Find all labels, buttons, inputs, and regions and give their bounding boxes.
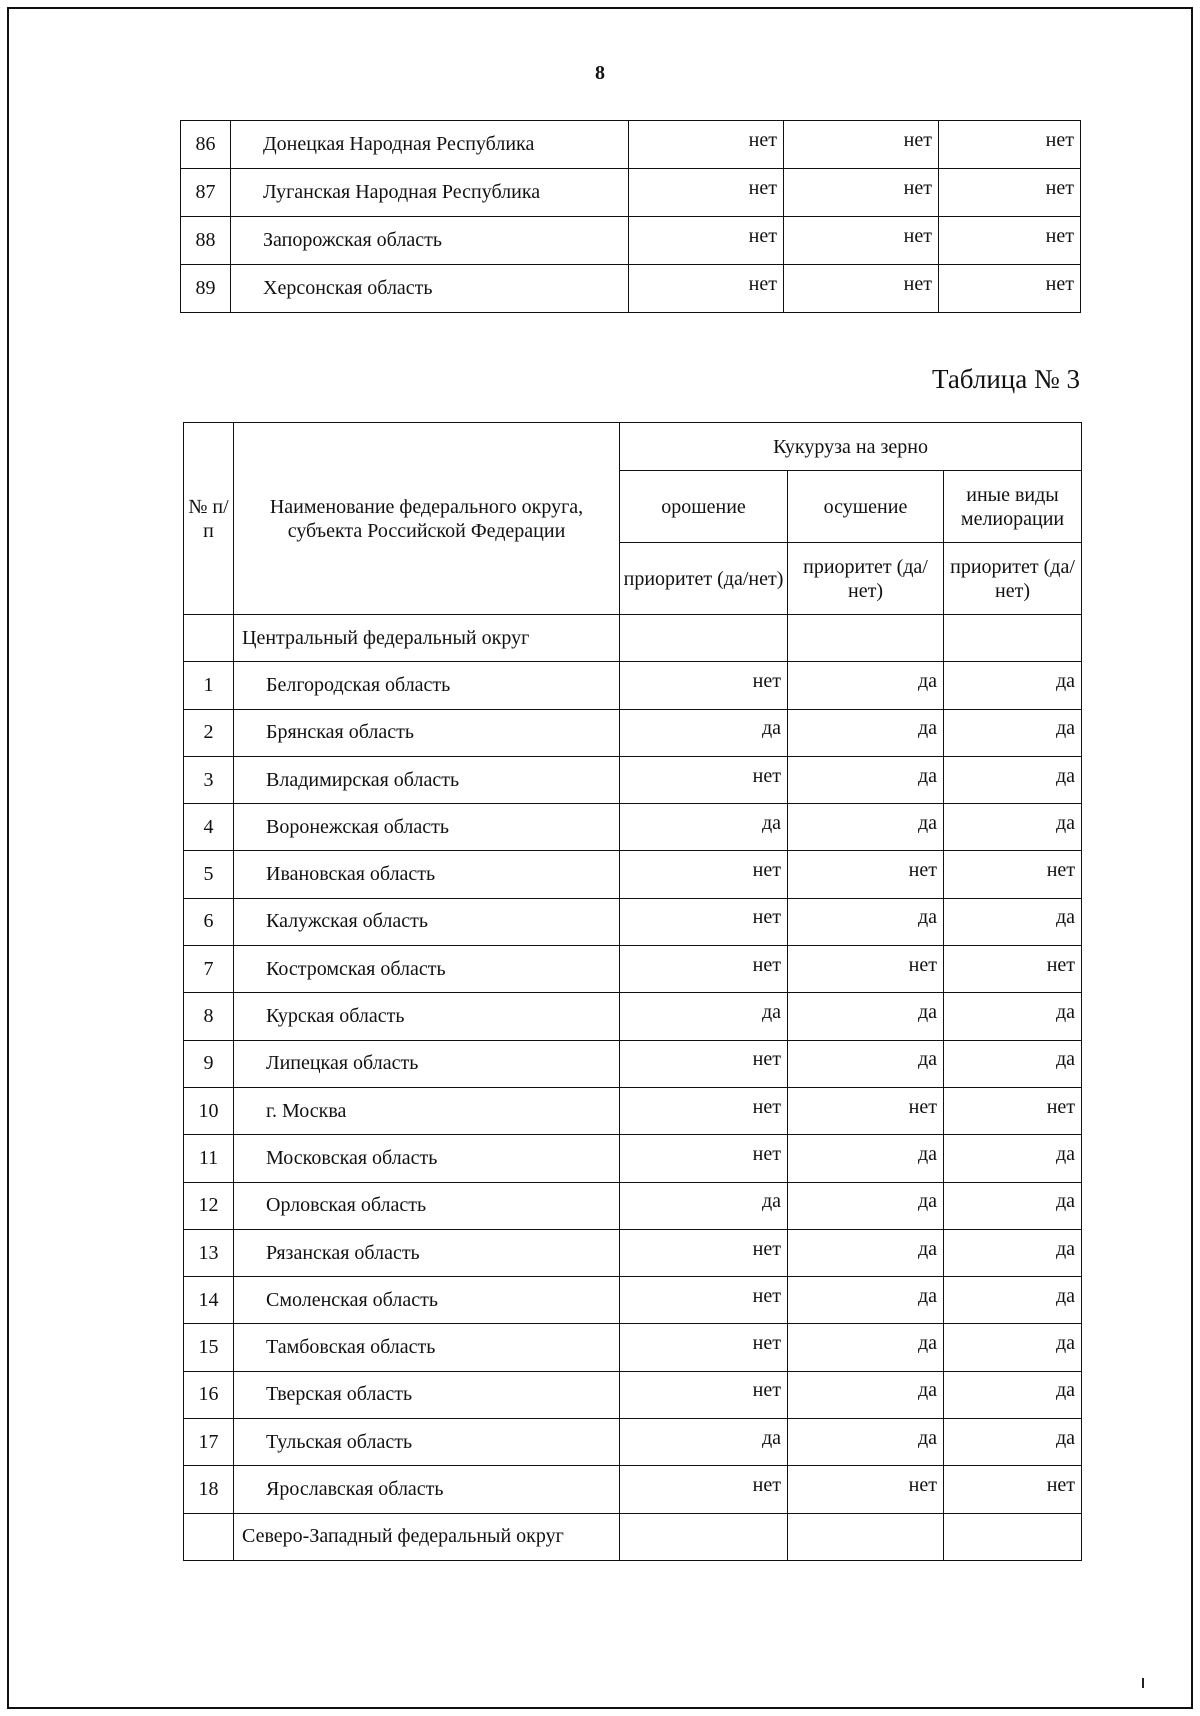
value-irrigation: нет: [629, 217, 784, 265]
value-irrigation: да: [620, 1419, 788, 1466]
value-drainage: да: [788, 1419, 944, 1466]
row-number: 11: [184, 1135, 234, 1182]
table-row: [184, 946, 1082, 993]
table-row: [184, 662, 1082, 709]
table3-title: Таблица № 3: [932, 364, 1080, 394]
table-row: [184, 1324, 1082, 1371]
row-number: 5: [184, 851, 234, 898]
table-row: [184, 1229, 1082, 1276]
value-irrigation: нет: [629, 169, 784, 217]
row-number: 12: [184, 1182, 234, 1229]
value-irrigation: нет: [620, 851, 788, 898]
value-other: да: [944, 804, 1082, 851]
value-irrigation: нет: [620, 1277, 788, 1324]
row-number: 86: [181, 121, 231, 169]
header-priority-2: приоритет (да/нет): [788, 543, 944, 615]
region-name: Запорожская область: [231, 217, 629, 265]
value-other: нет: [944, 1466, 1082, 1513]
row-number: 87: [181, 169, 231, 217]
value-drainage: нет: [784, 217, 939, 265]
row-number: 15: [184, 1324, 234, 1371]
value-irrigation: нет: [620, 1466, 788, 1513]
header-col-other: иные виды мелиорации: [944, 471, 1082, 543]
district-num-empty: [184, 1513, 234, 1560]
table-row: [184, 709, 1082, 756]
header-group: Кукуруза на зерно: [620, 423, 1082, 471]
district-empty-3: [944, 615, 1082, 662]
value-irrigation: нет: [620, 898, 788, 945]
region-name: Тамбовская область: [234, 1324, 620, 1371]
region-name: Смоленская область: [234, 1277, 620, 1324]
value-drainage: да: [788, 1040, 944, 1087]
value-irrigation: да: [620, 993, 788, 1040]
header-num: № п/п: [184, 423, 234, 615]
table-row: [184, 898, 1082, 945]
value-irrigation: нет: [620, 756, 788, 803]
header-priority-1: приоритет (да/нет): [620, 543, 788, 615]
region-name: Белгородская область: [234, 662, 620, 709]
value-other: да: [944, 756, 1082, 803]
value-other: нет: [939, 217, 1081, 265]
table1-body: [181, 121, 1081, 313]
value-drainage: нет: [784, 121, 939, 169]
value-other: нет: [939, 121, 1081, 169]
scan-mark: [1142, 1678, 1148, 1688]
value-drainage: нет: [788, 1087, 944, 1134]
district-name: Северо-Западный федеральный округ: [234, 1513, 620, 1560]
value-irrigation: нет: [629, 121, 784, 169]
table-row: [184, 1277, 1082, 1324]
value-irrigation: нет: [629, 265, 784, 313]
row-number: 17: [184, 1419, 234, 1466]
value-drainage: да: [788, 993, 944, 1040]
table-row: [181, 217, 1081, 265]
district-name: Центральный федеральный округ: [234, 615, 620, 662]
table-row: [184, 1419, 1082, 1466]
table-row: [184, 851, 1082, 898]
value-drainage: да: [788, 1324, 944, 1371]
value-other: да: [944, 1277, 1082, 1324]
value-other: нет: [944, 851, 1082, 898]
row-number: 18: [184, 1466, 234, 1513]
table-row: [184, 993, 1082, 1040]
value-drainage: да: [788, 804, 944, 851]
region-name: Костромская область: [234, 946, 620, 993]
value-irrigation: нет: [620, 1229, 788, 1276]
table-continuation: [180, 120, 1081, 313]
value-other: да: [944, 1040, 1082, 1087]
header-priority-3: приоритет (да/нет): [944, 543, 1082, 615]
table-row: [184, 1135, 1082, 1182]
region-name: г. Москва: [234, 1087, 620, 1134]
district-empty-1: [620, 1513, 788, 1560]
value-other: да: [944, 898, 1082, 945]
header-col-irrigation: орошение: [620, 471, 788, 543]
value-other: да: [944, 1324, 1082, 1371]
value-drainage: да: [788, 1229, 944, 1276]
table-row: [184, 1040, 1082, 1087]
value-drainage: да: [788, 1371, 944, 1418]
value-other: да: [944, 662, 1082, 709]
row-number: 89: [181, 265, 231, 313]
value-other: да: [944, 1419, 1082, 1466]
row-number: 6: [184, 898, 234, 945]
value-irrigation: нет: [620, 1087, 788, 1134]
district-empty-3: [944, 1513, 1082, 1560]
value-drainage: да: [788, 756, 944, 803]
value-drainage: да: [788, 898, 944, 945]
value-drainage: да: [788, 1135, 944, 1182]
region-name: Московская область: [234, 1135, 620, 1182]
table-row: [184, 1371, 1082, 1418]
value-other: нет: [939, 265, 1081, 313]
region-name: Херсонская область: [231, 265, 629, 313]
region-name: Рязанская область: [234, 1229, 620, 1276]
region-name: Тульская область: [234, 1419, 620, 1466]
value-irrigation: нет: [620, 1040, 788, 1087]
value-other: да: [944, 1135, 1082, 1182]
value-irrigation: нет: [620, 1135, 788, 1182]
table-row: [184, 1087, 1082, 1134]
table-row: [184, 756, 1082, 803]
value-other: нет: [939, 169, 1081, 217]
table-row: [184, 1182, 1082, 1229]
row-number: 88: [181, 217, 231, 265]
table-3: [183, 422, 1082, 1561]
row-number: 8: [184, 993, 234, 1040]
value-other: да: [944, 1182, 1082, 1229]
table-row: [184, 804, 1082, 851]
row-number: 16: [184, 1371, 234, 1418]
value-drainage: нет: [784, 265, 939, 313]
table-row: [184, 1466, 1082, 1513]
value-irrigation: нет: [620, 946, 788, 993]
value-irrigation: нет: [620, 662, 788, 709]
value-drainage: нет: [784, 169, 939, 217]
table3-body: [184, 615, 1082, 1561]
value-irrigation: да: [620, 1182, 788, 1229]
value-drainage: нет: [788, 1466, 944, 1513]
value-other: да: [944, 709, 1082, 756]
region-name: Владимирская область: [234, 756, 620, 803]
row-number: 2: [184, 709, 234, 756]
header-name: Наименование федерального округа, субъекта Российской Федерации: [234, 423, 620, 615]
district-empty-2: [788, 1513, 944, 1560]
row-number: 1: [184, 662, 234, 709]
value-drainage: да: [788, 709, 944, 756]
district-num-empty: [184, 615, 234, 662]
region-name: Ивановская область: [234, 851, 620, 898]
district-empty-2: [788, 615, 944, 662]
region-name: Брянская область: [234, 709, 620, 756]
row-number: 14: [184, 1277, 234, 1324]
value-drainage: да: [788, 662, 944, 709]
value-other: нет: [944, 946, 1082, 993]
district-row-northwest: [184, 1513, 1082, 1560]
table-row: [181, 265, 1081, 313]
row-number: 7: [184, 946, 234, 993]
region-name: Тверская область: [234, 1371, 620, 1418]
region-name: Ярославская область: [234, 1466, 620, 1513]
region-name: Орловская область: [234, 1182, 620, 1229]
row-number: 13: [184, 1229, 234, 1276]
region-name: Донецкая Народная Республика: [231, 121, 629, 169]
value-drainage: да: [788, 1182, 944, 1229]
value-drainage: нет: [788, 946, 944, 993]
region-name: Липецкая область: [234, 1040, 620, 1087]
region-name: Курская область: [234, 993, 620, 1040]
district-row-central: [184, 615, 1082, 662]
value-other: нет: [944, 1087, 1082, 1134]
value-other: да: [944, 993, 1082, 1040]
value-other: да: [944, 1371, 1082, 1418]
region-name: Луганская Народная Республика: [231, 169, 629, 217]
row-number: 3: [184, 756, 234, 803]
row-number: 10: [184, 1087, 234, 1134]
value-other: да: [944, 1229, 1082, 1276]
value-drainage: да: [788, 1277, 944, 1324]
table-row: [181, 169, 1081, 217]
page-number: 8: [595, 62, 605, 84]
table-row: [181, 121, 1081, 169]
value-irrigation: да: [620, 709, 788, 756]
value-irrigation: нет: [620, 1371, 788, 1418]
header-col-drainage: осушение: [788, 471, 944, 543]
district-empty-1: [620, 615, 788, 662]
row-number: 4: [184, 804, 234, 851]
value-irrigation: нет: [620, 1324, 788, 1371]
region-name: Калужская область: [234, 898, 620, 945]
row-number: 9: [184, 1040, 234, 1087]
value-drainage: нет: [788, 851, 944, 898]
region-name: Воронежская область: [234, 804, 620, 851]
value-irrigation: да: [620, 804, 788, 851]
